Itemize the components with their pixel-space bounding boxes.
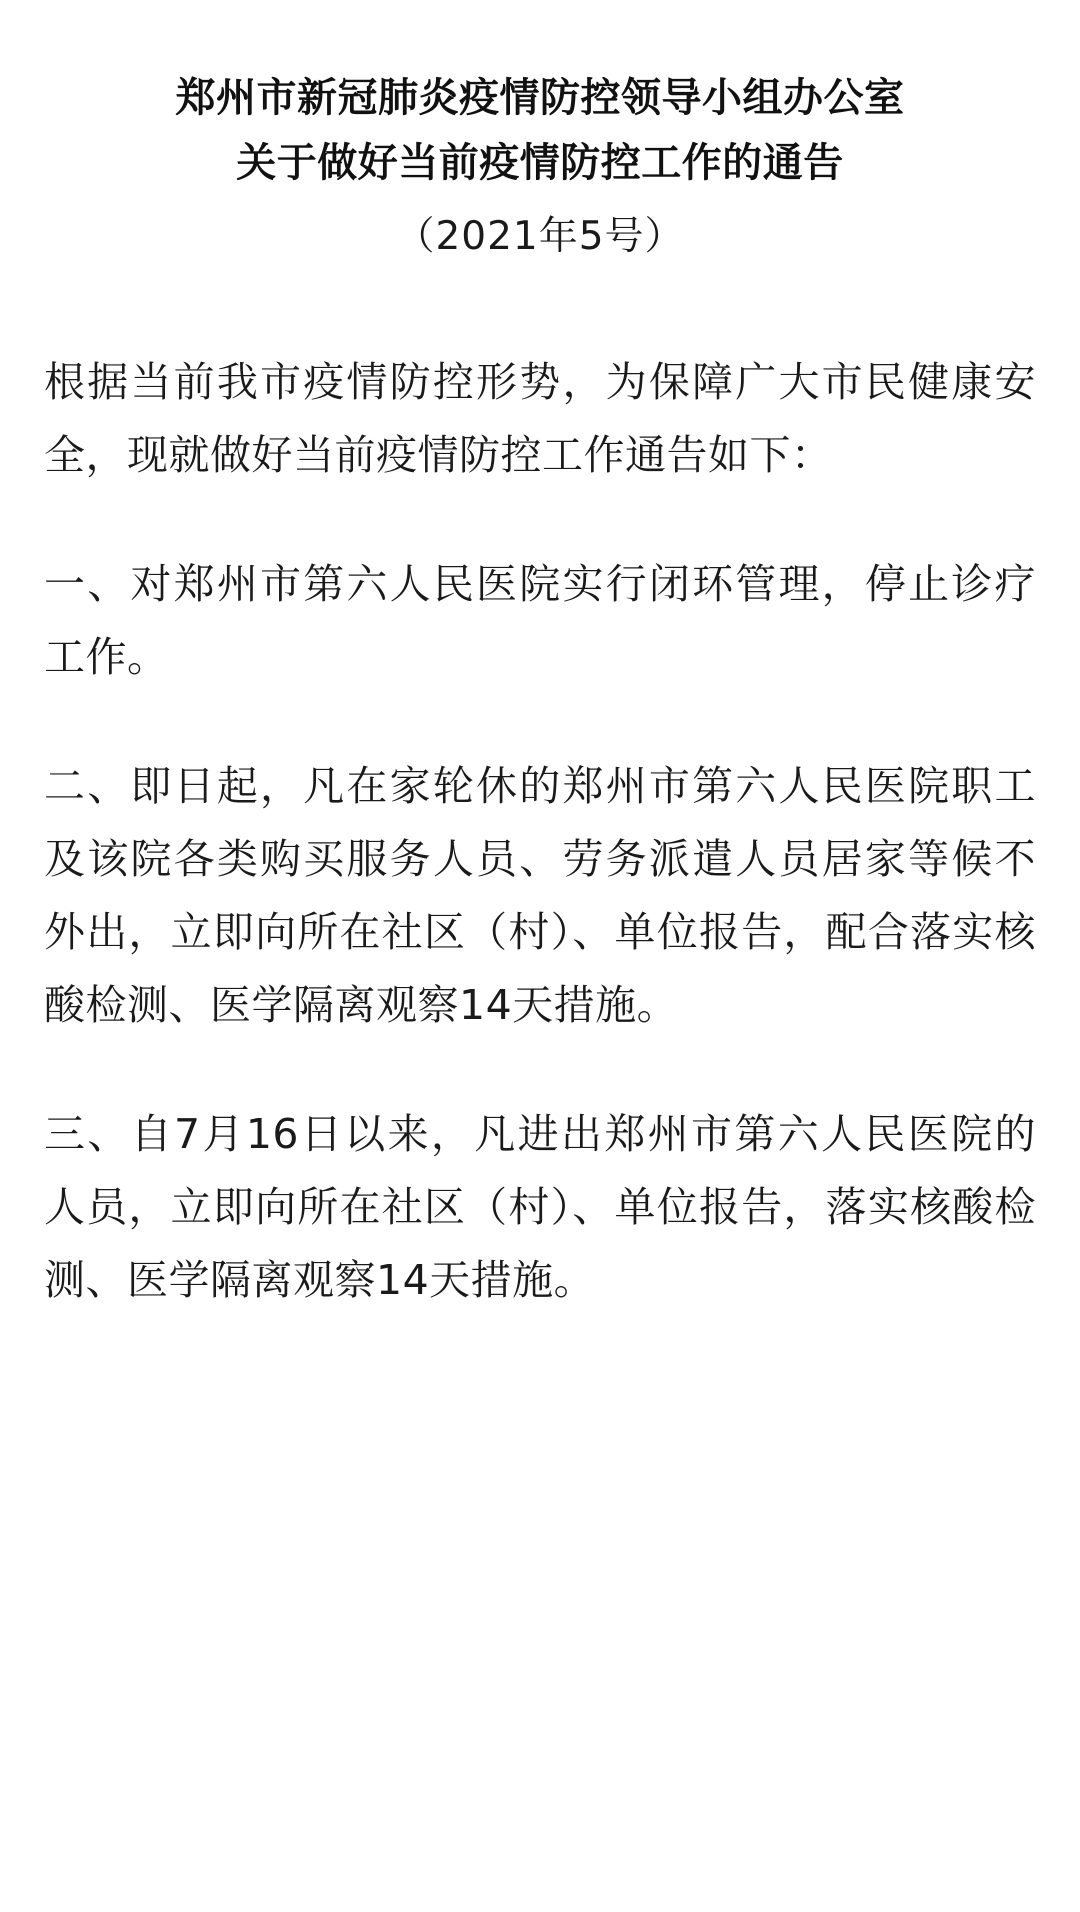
document-body xyxy=(44,346,1036,1317)
title-line-2: 关于做好当前疫情防控工作的通告 xyxy=(236,139,844,186)
title-line-1: 郑州市新冠肺炎疫情防控领导小组办公室 xyxy=(175,75,905,121)
paragraph-item-3: 三、自7月16日以来，凡进出郑州市第六人民医院的人员，立即向所在社区（村）、单位报告，落实核酸检测、医学隔离观察14天措施。 xyxy=(44,1109,1036,1304)
paragraph-intro: 根据当前我市疫情防控形势，为保障广大市民健康安全，现就做好当前疫情防控工作通告如下： xyxy=(44,357,1036,479)
paragraph-item-2: 二、即日起，凡在家轮休的郑州市第六人民医院职工及该院各类购买服务人员、劳务派遣人员居家等候不外出，立即向所在社区（村）、单位报告，配合落实核酸检测、医学隔离观察14天措施。 xyxy=(44,761,1036,1029)
paragraph-item-1: 一、对郑州市第六人民医院实行闭环管理，停止诊疗工作。 xyxy=(44,559,1036,681)
page-title xyxy=(44,66,1036,196)
document-number: （2021年5号） xyxy=(395,213,685,259)
